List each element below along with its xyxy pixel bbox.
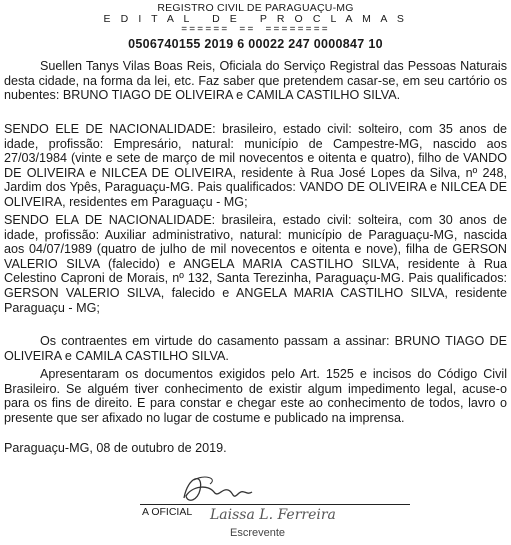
- signature-role: Escrevente: [230, 527, 286, 539]
- signers-paragraph: Os contraentes em virtude do casamento passam a assinar: BRUNO TIAGO DE OLIVEIRA e CAMILA CASTILHO SILVA.: [4, 334, 507, 363]
- oficial-label: A OFICIAL: [142, 506, 193, 518]
- closing-paragraph: Apresentaram os documentos exigidos pelo Art. 1525 e incisos do Código Civil Brasileiro. Se alguém tiver conhecimento de existir algum impedimento legal, acuse-o para os fins de direito. E para constar e chegar este ao conhecimento de todos, lavro o presente que ser afixado no lugar de costume e publicado na imprensa.: [4, 367, 507, 425]
- proclamation-number: 0506740155 2019 6 00022 247 0000847 10: [128, 37, 383, 51]
- title-underline: ====== == ========: [181, 24, 330, 35]
- signature-block: [130, 472, 420, 545]
- registry-title: REGISTRO CIVIL DE PARAGUAÇU-MG: [157, 2, 354, 14]
- groom-paragraph: SENDO ELE DE NACIONALIDADE: brasileiro, estado civil: solteiro, com 35 anos de idade, profissão: Empresário, natural: município de Campestre-MG, nascido aos 27/03/1984 (vinte e sete de março de mil novecentos e oitenta e quatro), filho de VANDO DE OLIVEIRA e NILCEA DE OLIVEIRA, residente à Rua José Lopes da Silva, nº 248, Jardim dos Ypês, Paraguaçu-MG. Pais qualificados: VANDO DE OLIVEIRA e NILCEA DE OLIVEIRA, residentes em Paraguaçu - MG;: [4, 122, 507, 209]
- signature-line: [140, 504, 410, 505]
- intro-paragraph: Suellen Tanys Vilas Boas Reis, Oficiala do Serviço Registral das Pessoas Naturais desta cidade, na forma da lei, etc. Faz saber que pretendem casar-se, em seu cartório os nubentes: BRUNO TIAGO DE OLIVEIRA e CAMILA CASTILHO SILVA.: [4, 59, 507, 103]
- date-line: Paraguaçu-MG, 08 de outubro de 2019.: [4, 441, 227, 455]
- edital-title: E D I T A L D E P R O C L A M A S: [103, 13, 408, 25]
- bride-paragraph: SENDO ELA DE NACIONALIDADE: brasileira, estado civil: solteira, com 30 anos de idade, profissão: Auxiliar administrativo, natural: município de Paraguaçu-MG, nascida aos 04/07/1989 (quatro de julho de mil novecentos e oitenta e nove), filha de GERSON VALERIO SILVA (falecido) e ANGELA MARIA CASTILHO SILVA, residente à Rua Celestino Caproni de Morais, nº 132, Santa Terezinha, Paraguaçu-MG. Pais qualificados: GERSON VALERIO SILVA, falecido e ANGELA MARIA CASTILHO SILVA, residente Paraguaçu - MG;: [4, 213, 507, 315]
- signature-name: Laissa L. Ferreira: [210, 507, 336, 523]
